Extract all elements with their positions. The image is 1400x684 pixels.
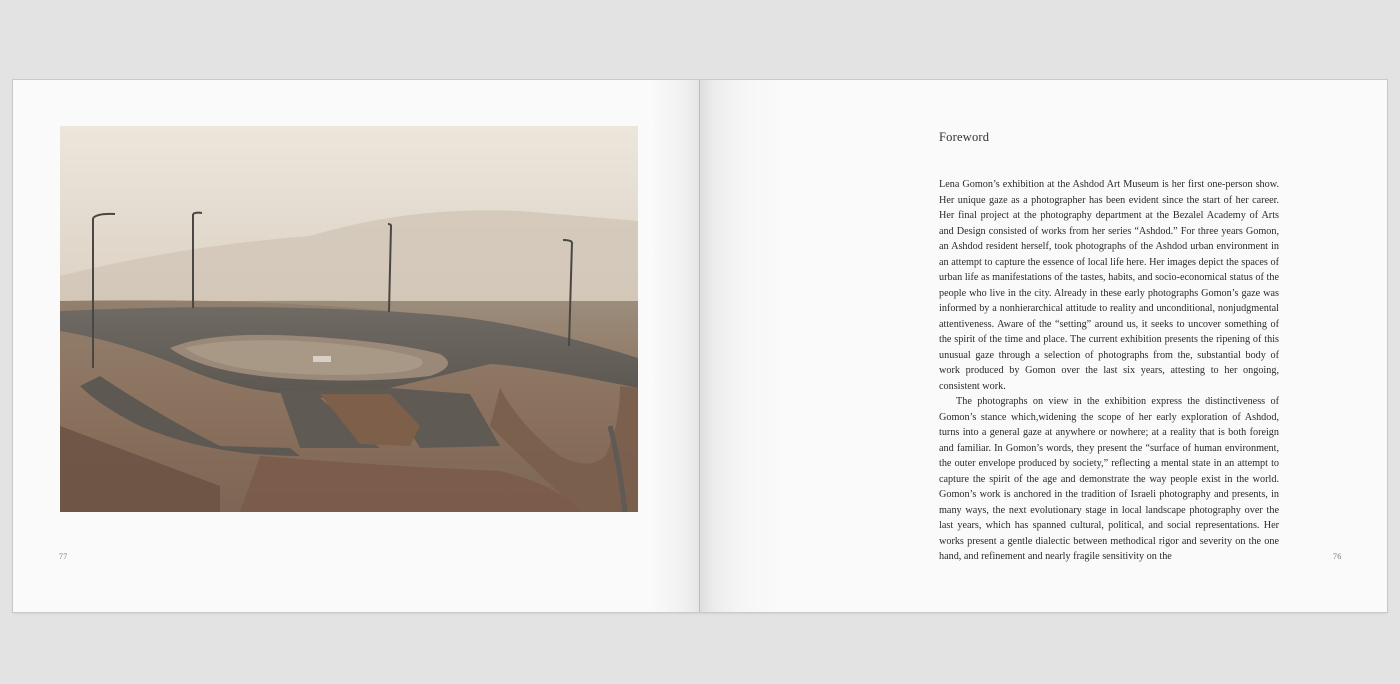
chapter-heading: Foreword — [939, 130, 990, 144]
road-landscape-image — [60, 126, 638, 512]
page-number-left: 77 — [59, 552, 68, 561]
right-page — [700, 80, 1387, 612]
landscape-photo — [60, 126, 638, 512]
left-page — [13, 80, 699, 612]
page-number-right: 76 — [1333, 552, 1342, 561]
foreword-text — [939, 177, 1279, 565]
paragraph: Lena Gomon’s exhibition at the Ashdod Art Museum is her first one-person show. Her unique gaze as a photographer has been evident since the start of her career. Her final project at the photography department at the Bezalel Academy of Arts and Design consisted of works from her series “Ashdod.” For three years Gomon, an Ashdod resident herself, took photographs of the Ashdod urban environment in an attempt to capture the essence of local life here. Her images depict the spaces of urban life as manifestations of the tastes, habits, and socio-economical status of the people who live in the city. Already in these early photographs Gomon’s gaze was informed by a nonhierarchical attitude to reality and unconditional, nonjudgmental attentiveness. Aware of the “setting” around us, it seeks to uncover something of the spirit of the time and place. The current exhibition presents the ripening of this unusual gaze through a selection of photographs from the, substantial body of work produced by Gomon over the last six years, attesting to her ongoing, consistent work. — [939, 179, 1279, 392]
book-spread — [13, 80, 1387, 612]
paragraph: The photographs on view in the exhibition express the distinctiveness of Gomon’s stance which,widening the scope of her early exploration of Ashdod, turns into a general gaze at anywhere or nowhere; at a reality that is both foreign and familiar. In Gomon’s words, they present the “surface of human environment, the outer envelope produced by society,” reflecting a mental state in an attempt to capture the spirit of the age and demonstrate the way people exist in the world. Gomon’s work is anchored in the tradition of Israeli photography and presents, in many ways, the next evolutionary stage in local landscape photography over the last years, which has spanned cultural, political, and social representations. Her works present a gentle dialectic between methodical rigor and severity on the one hand, and refinement and nearly fragile sensitivity on the — [939, 396, 1279, 562]
